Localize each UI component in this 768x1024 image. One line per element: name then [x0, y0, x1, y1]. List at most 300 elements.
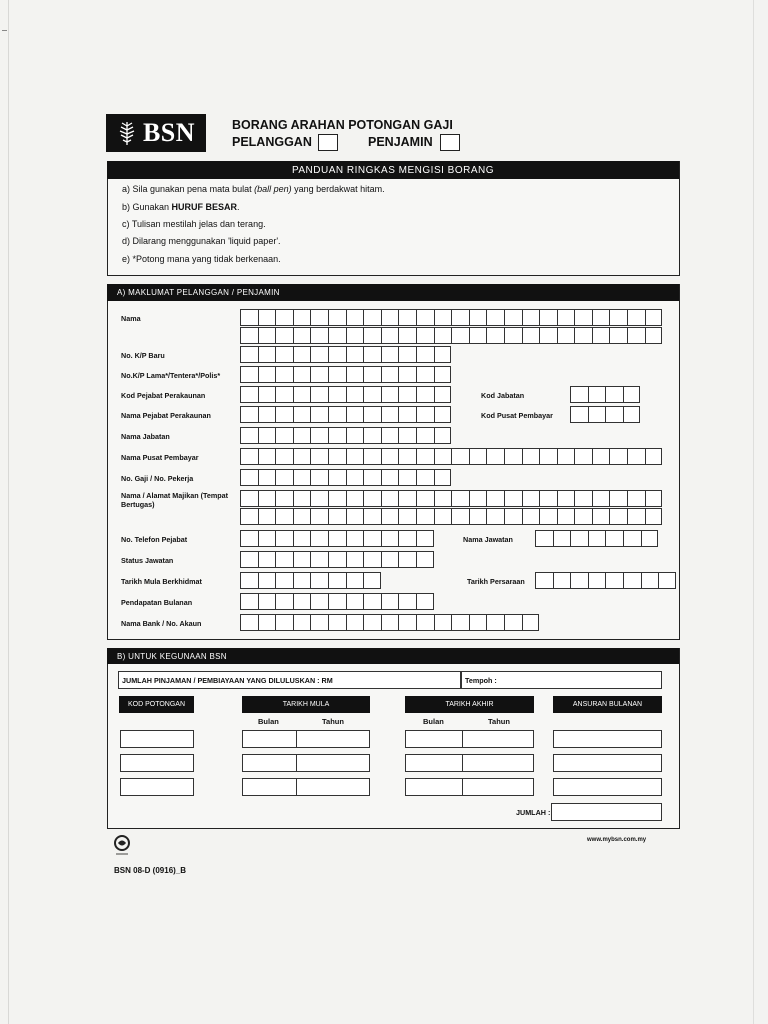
char-cell[interactable] [570, 406, 588, 423]
char-cell[interactable] [557, 448, 575, 465]
char-cell[interactable] [275, 572, 293, 589]
char-cell[interactable] [434, 508, 452, 525]
input-tarikh-mula[interactable] [240, 572, 381, 589]
char-cell[interactable] [416, 551, 434, 568]
char-cell[interactable] [293, 593, 311, 610]
char-cell[interactable] [609, 490, 627, 507]
char-cell[interactable] [641, 530, 659, 547]
input-nama-jawatan[interactable] [535, 530, 658, 547]
char-cell[interactable] [398, 309, 416, 326]
char-cell[interactable] [416, 327, 434, 344]
input-nama-pusat[interactable] [240, 448, 662, 465]
input-nama-row1[interactable] [240, 309, 662, 326]
char-cell[interactable] [310, 309, 328, 326]
char-cell[interactable] [258, 386, 276, 403]
ansuran-input[interactable] [553, 730, 662, 748]
char-cell[interactable] [363, 614, 381, 631]
char-cell[interactable] [416, 508, 434, 525]
char-cell[interactable] [434, 427, 452, 444]
char-cell[interactable] [627, 309, 645, 326]
char-cell[interactable] [434, 346, 452, 363]
char-cell[interactable] [293, 406, 311, 423]
char-cell[interactable] [434, 448, 452, 465]
char-cell[interactable] [398, 327, 416, 344]
char-cell[interactable] [346, 309, 364, 326]
char-cell[interactable] [346, 366, 364, 383]
char-cell[interactable] [275, 614, 293, 631]
char-cell[interactable] [592, 490, 610, 507]
char-cell[interactable] [240, 366, 258, 383]
akhir-bulan-input[interactable] [405, 754, 463, 772]
char-cell[interactable] [539, 448, 557, 465]
char-cell[interactable] [328, 551, 346, 568]
char-cell[interactable] [398, 406, 416, 423]
char-cell[interactable] [535, 572, 553, 589]
char-cell[interactable] [416, 346, 434, 363]
char-cell[interactable] [398, 490, 416, 507]
char-cell[interactable] [275, 346, 293, 363]
char-cell[interactable] [258, 490, 276, 507]
char-cell[interactable] [363, 572, 381, 589]
char-cell[interactable] [416, 427, 434, 444]
char-cell[interactable] [570, 572, 588, 589]
char-cell[interactable] [363, 490, 381, 507]
char-cell[interactable] [363, 386, 381, 403]
char-cell[interactable] [363, 406, 381, 423]
char-cell[interactable] [240, 327, 258, 344]
char-cell[interactable] [398, 614, 416, 631]
mula-tahun-input[interactable] [296, 754, 370, 772]
char-cell[interactable] [381, 406, 399, 423]
char-cell[interactable] [522, 309, 540, 326]
char-cell[interactable] [258, 406, 276, 423]
char-cell[interactable] [627, 448, 645, 465]
char-cell[interactable] [328, 427, 346, 444]
char-cell[interactable] [381, 309, 399, 326]
char-cell[interactable] [434, 366, 452, 383]
char-cell[interactable] [398, 469, 416, 486]
char-cell[interactable] [504, 614, 522, 631]
input-bank[interactable] [240, 614, 539, 631]
char-cell[interactable] [363, 593, 381, 610]
char-cell[interactable] [258, 551, 276, 568]
char-cell[interactable] [258, 327, 276, 344]
char-cell[interactable] [363, 309, 381, 326]
char-cell[interactable] [609, 508, 627, 525]
char-cell[interactable] [416, 530, 434, 547]
char-cell[interactable] [310, 469, 328, 486]
input-pendapatan[interactable] [240, 593, 434, 610]
char-cell[interactable] [346, 448, 364, 465]
char-cell[interactable] [623, 572, 641, 589]
char-cell[interactable] [504, 448, 522, 465]
guarantor-checkbox[interactable] [440, 134, 460, 151]
char-cell[interactable] [258, 469, 276, 486]
char-cell[interactable] [363, 346, 381, 363]
char-cell[interactable] [588, 572, 606, 589]
char-cell[interactable] [258, 508, 276, 525]
char-cell[interactable] [539, 309, 557, 326]
char-cell[interactable] [381, 508, 399, 525]
char-cell[interactable] [574, 508, 592, 525]
char-cell[interactable] [592, 508, 610, 525]
char-cell[interactable] [240, 572, 258, 589]
char-cell[interactable] [293, 386, 311, 403]
char-cell[interactable] [416, 614, 434, 631]
char-cell[interactable] [451, 448, 469, 465]
char-cell[interactable] [645, 309, 663, 326]
char-cell[interactable] [328, 448, 346, 465]
char-cell[interactable] [416, 490, 434, 507]
char-cell[interactable] [623, 530, 641, 547]
char-cell[interactable] [346, 327, 364, 344]
char-cell[interactable] [605, 406, 623, 423]
char-cell[interactable] [363, 327, 381, 344]
char-cell[interactable] [293, 508, 311, 525]
char-cell[interactable] [240, 551, 258, 568]
char-cell[interactable] [310, 508, 328, 525]
char-cell[interactable] [553, 572, 571, 589]
char-cell[interactable] [451, 309, 469, 326]
char-cell[interactable] [328, 309, 346, 326]
char-cell[interactable] [398, 366, 416, 383]
char-cell[interactable] [535, 530, 553, 547]
char-cell[interactable] [363, 366, 381, 383]
char-cell[interactable] [570, 386, 588, 403]
input-kod-pusat[interactable] [570, 406, 640, 423]
char-cell[interactable] [588, 386, 606, 403]
char-cell[interactable] [346, 469, 364, 486]
akhir-bulan-input[interactable] [405, 778, 463, 796]
char-cell[interactable] [240, 309, 258, 326]
char-cell[interactable] [240, 386, 258, 403]
char-cell[interactable] [381, 346, 399, 363]
char-cell[interactable] [609, 309, 627, 326]
char-cell[interactable] [346, 551, 364, 568]
char-cell[interactable] [553, 530, 571, 547]
input-telefon[interactable] [240, 530, 434, 547]
char-cell[interactable] [293, 327, 311, 344]
char-cell[interactable] [275, 551, 293, 568]
char-cell[interactable] [328, 614, 346, 631]
char-cell[interactable] [469, 508, 487, 525]
ansuran-input[interactable] [553, 754, 662, 772]
char-cell[interactable] [258, 530, 276, 547]
char-cell[interactable] [240, 448, 258, 465]
char-cell[interactable] [293, 469, 311, 486]
char-cell[interactable] [310, 614, 328, 631]
char-cell[interactable] [381, 614, 399, 631]
char-cell[interactable] [434, 327, 452, 344]
char-cell[interactable] [416, 309, 434, 326]
char-cell[interactable] [469, 448, 487, 465]
char-cell[interactable] [381, 530, 399, 547]
char-cell[interactable] [398, 448, 416, 465]
char-cell[interactable] [416, 406, 434, 423]
char-cell[interactable] [486, 327, 504, 344]
char-cell[interactable] [275, 366, 293, 383]
char-cell[interactable] [416, 366, 434, 383]
input-nama-jabatan[interactable] [240, 427, 451, 444]
char-cell[interactable] [574, 490, 592, 507]
char-cell[interactable] [504, 508, 522, 525]
char-cell[interactable] [293, 551, 311, 568]
char-cell[interactable] [451, 508, 469, 525]
char-cell[interactable] [275, 406, 293, 423]
char-cell[interactable] [363, 551, 381, 568]
char-cell[interactable] [346, 530, 364, 547]
char-cell[interactable] [592, 309, 610, 326]
char-cell[interactable] [328, 346, 346, 363]
char-cell[interactable] [293, 490, 311, 507]
char-cell[interactable] [588, 406, 606, 423]
char-cell[interactable] [240, 614, 258, 631]
customer-checkbox[interactable] [318, 134, 338, 151]
mula-bulan-input[interactable] [242, 778, 297, 796]
char-cell[interactable] [451, 327, 469, 344]
char-cell[interactable] [328, 469, 346, 486]
char-cell[interactable] [293, 427, 311, 444]
char-cell[interactable] [434, 386, 452, 403]
char-cell[interactable] [434, 469, 452, 486]
char-cell[interactable] [522, 508, 540, 525]
char-cell[interactable] [346, 593, 364, 610]
char-cell[interactable] [346, 490, 364, 507]
char-cell[interactable] [363, 469, 381, 486]
char-cell[interactable] [416, 386, 434, 403]
char-cell[interactable] [258, 346, 276, 363]
char-cell[interactable] [328, 593, 346, 610]
char-cell[interactable] [605, 572, 623, 589]
char-cell[interactable] [381, 427, 399, 444]
char-cell[interactable] [346, 406, 364, 423]
char-cell[interactable] [346, 508, 364, 525]
char-cell[interactable] [570, 530, 588, 547]
char-cell[interactable] [328, 386, 346, 403]
char-cell[interactable] [398, 346, 416, 363]
char-cell[interactable] [557, 327, 575, 344]
char-cell[interactable] [574, 309, 592, 326]
char-cell[interactable] [557, 508, 575, 525]
char-cell[interactable] [346, 346, 364, 363]
char-cell[interactable] [469, 309, 487, 326]
char-cell[interactable] [346, 614, 364, 631]
char-cell[interactable] [522, 614, 540, 631]
char-cell[interactable] [486, 508, 504, 525]
char-cell[interactable] [346, 427, 364, 444]
char-cell[interactable] [641, 572, 659, 589]
char-cell[interactable] [328, 508, 346, 525]
char-cell[interactable] [328, 406, 346, 423]
char-cell[interactable] [486, 309, 504, 326]
char-cell[interactable] [381, 448, 399, 465]
char-cell[interactable] [275, 327, 293, 344]
input-majikan-row2[interactable] [240, 508, 662, 525]
mula-tahun-input[interactable] [296, 730, 370, 748]
char-cell[interactable] [363, 530, 381, 547]
char-cell[interactable] [645, 490, 663, 507]
char-cell[interactable] [469, 490, 487, 507]
char-cell[interactable] [310, 490, 328, 507]
char-cell[interactable] [609, 327, 627, 344]
char-cell[interactable] [605, 530, 623, 547]
char-cell[interactable] [258, 614, 276, 631]
input-nama-pejabat[interactable] [240, 406, 451, 423]
char-cell[interactable] [328, 490, 346, 507]
char-cell[interactable] [240, 346, 258, 363]
char-cell[interactable] [381, 386, 399, 403]
char-cell[interactable] [310, 593, 328, 610]
ansuran-input[interactable] [553, 778, 662, 796]
input-kp-baru[interactable] [240, 346, 451, 363]
char-cell[interactable] [416, 448, 434, 465]
char-cell[interactable] [275, 309, 293, 326]
char-cell[interactable] [381, 490, 399, 507]
char-cell[interactable] [363, 508, 381, 525]
char-cell[interactable] [258, 309, 276, 326]
char-cell[interactable] [293, 614, 311, 631]
char-cell[interactable] [434, 309, 452, 326]
char-cell[interactable] [398, 427, 416, 444]
char-cell[interactable] [381, 593, 399, 610]
mula-bulan-input[interactable] [242, 754, 297, 772]
char-cell[interactable] [469, 327, 487, 344]
char-cell[interactable] [522, 327, 540, 344]
input-majikan-row1[interactable] [240, 490, 662, 507]
char-cell[interactable] [627, 490, 645, 507]
char-cell[interactable] [258, 427, 276, 444]
char-cell[interactable] [658, 572, 676, 589]
char-cell[interactable] [240, 490, 258, 507]
char-cell[interactable] [275, 508, 293, 525]
char-cell[interactable] [398, 386, 416, 403]
char-cell[interactable] [275, 490, 293, 507]
akhir-tahun-input[interactable] [462, 778, 534, 796]
char-cell[interactable] [293, 346, 311, 363]
char-cell[interactable] [346, 386, 364, 403]
char-cell[interactable] [293, 309, 311, 326]
input-kp-lama[interactable] [240, 366, 451, 383]
char-cell[interactable] [346, 572, 364, 589]
char-cell[interactable] [328, 327, 346, 344]
char-cell[interactable] [310, 427, 328, 444]
char-cell[interactable] [310, 572, 328, 589]
char-cell[interactable] [469, 614, 487, 631]
char-cell[interactable] [381, 469, 399, 486]
char-cell[interactable] [258, 572, 276, 589]
char-cell[interactable] [486, 490, 504, 507]
char-cell[interactable] [592, 448, 610, 465]
char-cell[interactable] [293, 572, 311, 589]
char-cell[interactable] [434, 614, 452, 631]
char-cell[interactable] [645, 508, 663, 525]
char-cell[interactable] [275, 448, 293, 465]
char-cell[interactable] [623, 386, 641, 403]
char-cell[interactable] [434, 490, 452, 507]
char-cell[interactable] [310, 346, 328, 363]
char-cell[interactable] [310, 327, 328, 344]
char-cell[interactable] [504, 490, 522, 507]
akhir-tahun-input[interactable] [462, 754, 534, 772]
input-kod-pejabat[interactable] [240, 386, 451, 403]
char-cell[interactable] [592, 327, 610, 344]
char-cell[interactable] [240, 427, 258, 444]
char-cell[interactable] [293, 448, 311, 465]
char-cell[interactable] [381, 327, 399, 344]
char-cell[interactable] [240, 469, 258, 486]
char-cell[interactable] [645, 448, 663, 465]
char-cell[interactable] [486, 448, 504, 465]
char-cell[interactable] [605, 386, 623, 403]
char-cell[interactable] [310, 406, 328, 423]
char-cell[interactable] [275, 530, 293, 547]
char-cell[interactable] [293, 530, 311, 547]
char-cell[interactable] [310, 366, 328, 383]
input-tarikh-persaraan[interactable] [535, 572, 676, 589]
char-cell[interactable] [258, 366, 276, 383]
mula-bulan-input[interactable] [242, 730, 297, 748]
char-cell[interactable] [240, 530, 258, 547]
char-cell[interactable] [258, 448, 276, 465]
input-kod-jabatan[interactable] [570, 386, 640, 403]
char-cell[interactable] [574, 327, 592, 344]
input-nama-row2[interactable] [240, 327, 662, 344]
char-cell[interactable] [522, 448, 540, 465]
char-cell[interactable] [398, 530, 416, 547]
char-cell[interactable] [627, 327, 645, 344]
char-cell[interactable] [240, 593, 258, 610]
char-cell[interactable] [398, 593, 416, 610]
char-cell[interactable] [328, 572, 346, 589]
char-cell[interactable] [557, 490, 575, 507]
char-cell[interactable] [363, 448, 381, 465]
input-no-gaji[interactable] [240, 469, 451, 486]
char-cell[interactable] [434, 406, 452, 423]
char-cell[interactable] [416, 593, 434, 610]
char-cell[interactable] [310, 551, 328, 568]
input-status[interactable] [240, 551, 434, 568]
kod-potongan-input[interactable] [120, 730, 194, 748]
char-cell[interactable] [504, 309, 522, 326]
jumlah-input[interactable] [551, 803, 662, 821]
char-cell[interactable] [275, 386, 293, 403]
char-cell[interactable] [293, 366, 311, 383]
char-cell[interactable] [310, 386, 328, 403]
char-cell[interactable] [522, 490, 540, 507]
char-cell[interactable] [381, 551, 399, 568]
char-cell[interactable] [574, 448, 592, 465]
char-cell[interactable] [451, 490, 469, 507]
char-cell[interactable] [557, 309, 575, 326]
char-cell[interactable] [328, 530, 346, 547]
char-cell[interactable] [588, 530, 606, 547]
char-cell[interactable] [240, 508, 258, 525]
char-cell[interactable] [310, 530, 328, 547]
char-cell[interactable] [381, 366, 399, 383]
char-cell[interactable] [504, 327, 522, 344]
char-cell[interactable] [627, 508, 645, 525]
char-cell[interactable] [539, 508, 557, 525]
char-cell[interactable] [416, 469, 434, 486]
char-cell[interactable] [328, 366, 346, 383]
char-cell[interactable] [645, 327, 663, 344]
char-cell[interactable] [486, 614, 504, 631]
mula-tahun-input[interactable] [296, 778, 370, 796]
akhir-bulan-input[interactable] [405, 730, 463, 748]
char-cell[interactable] [451, 614, 469, 631]
char-cell[interactable] [623, 406, 641, 423]
char-cell[interactable] [310, 448, 328, 465]
